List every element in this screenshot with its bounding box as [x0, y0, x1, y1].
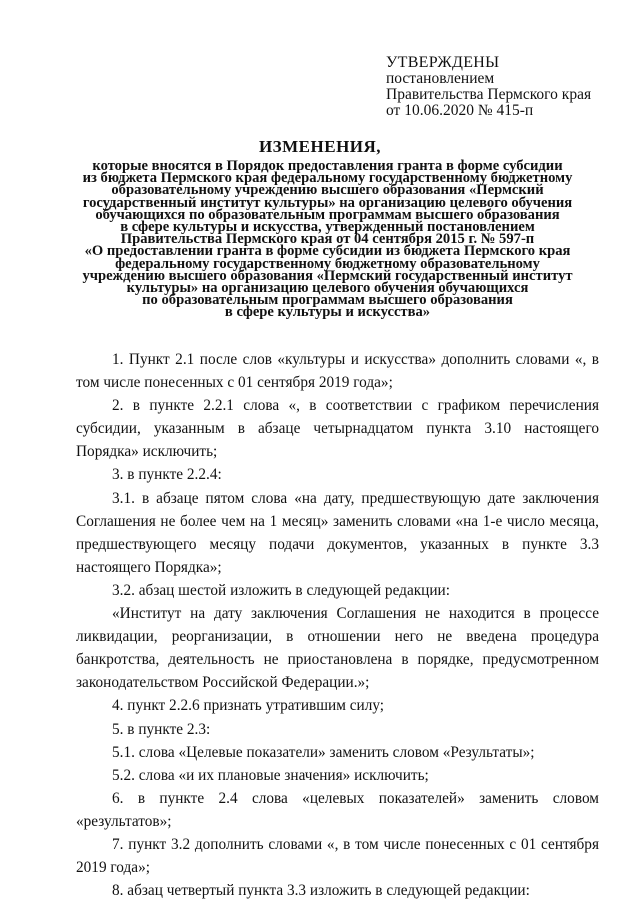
paragraph: 2. в пункте 2.2.1 слова «, в соответствии с графиком перечисления субсидии, указанным в абзаце четырнадцатом пункта 3.10 настоящего Порядка» исключить; [76, 397, 599, 461]
subtitle-line: которые вносятся в Порядок предоставления гранта в форме субсидии [92, 158, 563, 174]
subtitle-line: в сфере культуры и искусства, утвержденный постановлением [120, 219, 535, 236]
subtitle-line: учреждению высшего образования «Пермский государственный институт [82, 267, 573, 284]
paragraph: 3. в пункте 2.2.4: [112, 466, 222, 484]
document-subtitle [70, 160, 585, 319]
approval-date: от 10.06.2020 № 415-п [386, 102, 534, 119]
approval-line: Правительства Пермского края [386, 86, 592, 103]
paragraph: «Институт на дату заключения Соглашения не находится в процессе ликвидации, реорганизации, в отношении него не введена процедура банкротства, деятельность не приостановлена в порядке, предусмотренном законодательством Российской Федерации.»; [76, 605, 599, 692]
paragraph: 4. пункт 2.2.6 признать утратившим силу; [112, 697, 385, 715]
subtitle-line: образовательному учреждению высшего образования «Пермский [111, 182, 544, 199]
paragraph: 7. пункт 3.2 дополнить словами «, в том числе понесенных с 01 сентября 2019 года»; [76, 835, 599, 877]
subtitle-line: по образовательным программам высшего образования [142, 292, 513, 309]
subtitle-line: Правительства Пермского края от 04 сентября 2015 г. № 597-п [120, 231, 535, 248]
subtitle-line: федеральному государственному бюджетному образовательному [115, 255, 540, 272]
paragraph: 8. абзац четвертый пункта 3.3 изложить в следующей редакции: [112, 882, 530, 900]
subtitle-line: государственный институт культуры» на организацию целевого обучения [82, 194, 573, 211]
subtitle-line: «О предоставлении гранта в форме субсидии из бюджета Пермского края [84, 243, 571, 260]
paragraph: 5. в пункте 2.3: [112, 720, 211, 738]
document-body [76, 348, 599, 902]
subtitle-line: из бюджета Пермского края федеральному государственному бюджетному [82, 170, 573, 187]
subtitle-line: обучающихся по образовательным программам высшего образования [95, 206, 560, 223]
paragraph: 5.2. слова «и их плановые значения» исключить; [112, 766, 429, 784]
document-title: ИЗМЕНЕНИЯ, [258, 137, 382, 156]
approval-label: УТВЕРЖДЕНЫ [386, 54, 500, 71]
approval-line: постановлением [386, 70, 495, 87]
approval-block [386, 55, 626, 119]
paragraph: 6. в пункте 2.4 слова «целевых показателей» заменить словом «результатов»; [76, 789, 599, 830]
paragraph: 3.1. в абзаце пятом слова «на дату, предшествующую дате заключения Соглашения не более чем на 1 месяц» заменить словами «на 1-е число месяца, предшествующего месяцу подачи документов, указанных в пункте 3.3 настоящего Порядка»; [76, 489, 599, 576]
subtitle-line: в сфере культуры и искусства» [224, 304, 431, 321]
paragraph: 1. Пункт 2.1 после слов «культуры и искусства» дополнить словами «, в том числе понесенных с 01 сентября 2019 года»; [76, 351, 599, 392]
paragraph: 5.1. слова «Целевые показатели» заменить словом «Результаты»; [112, 743, 535, 761]
paragraph: 3.2. абзац шестой изложить в следующей редакции: [112, 581, 450, 599]
subtitle-line: культуры» на организацию целевого обучения обучающихся [126, 280, 529, 297]
